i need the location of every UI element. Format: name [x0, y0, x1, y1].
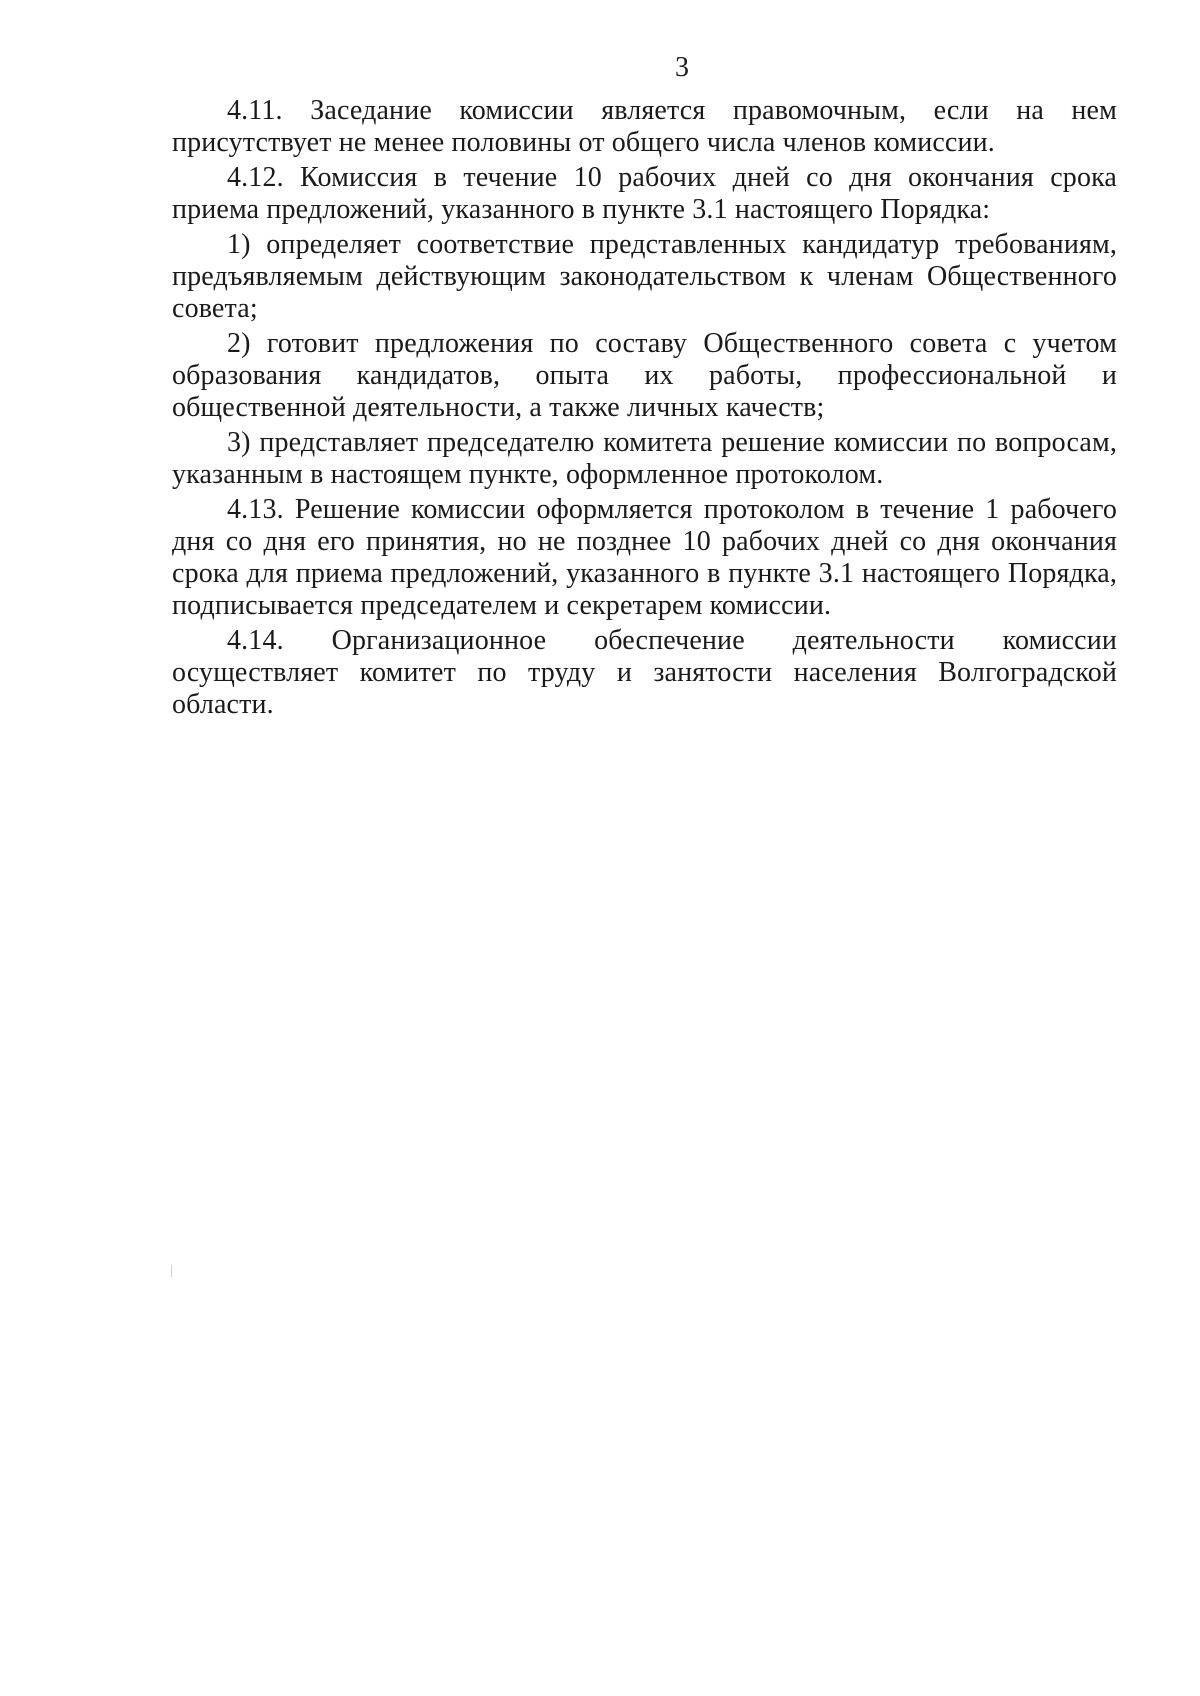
paragraph-4-12: 4.12. Комиссия в течение 10 рабочих дней со дня окончания срока приема предложений, указанного в пункте 3.1 настоящего Порядка:: [172, 162, 1117, 225]
paragraph-4-11: 4.11. Заседание комиссии является правомочным, если на нем присутствует не менее половины от общего числа членов комиссии.: [172, 95, 1117, 158]
page-number: 3: [675, 52, 689, 83]
list-item-2: 2) готовит предложения по составу Общественного совета с учетом образования кандидатов, опыта их работы, профессиональной и общественной деятельности, а также личных качеств;: [172, 328, 1117, 423]
list-item-3: 3) представляет председателю комитета решение комиссии по вопросам, указанным в настоящем пункте, оформленное протоколом.: [172, 427, 1117, 490]
paragraph-4-13: 4.13. Решение комиссии оформляется протоколом в течение 1 рабочего дня со дня его принятия, но не позднее 10 рабочих дней со дня окончания срока для приема предложений, указанного в пункте 3.1 настоящего Порядка, подписывается председателем и секретарем комиссии.: [172, 494, 1117, 621]
document-body: [172, 95, 1117, 721]
scan-artifact: [171, 1265, 172, 1277]
list-item-1: 1) определяет соответствие представленных кандидатур требованиям, предъявляемым действующим законодательством к членам Общественного совета;: [172, 229, 1117, 324]
paragraph-4-14: 4.14. Организационное обеспечение деятельности комиссии осуществляет комитет по труду и занятости населения Волгоградской области.: [172, 625, 1117, 720]
